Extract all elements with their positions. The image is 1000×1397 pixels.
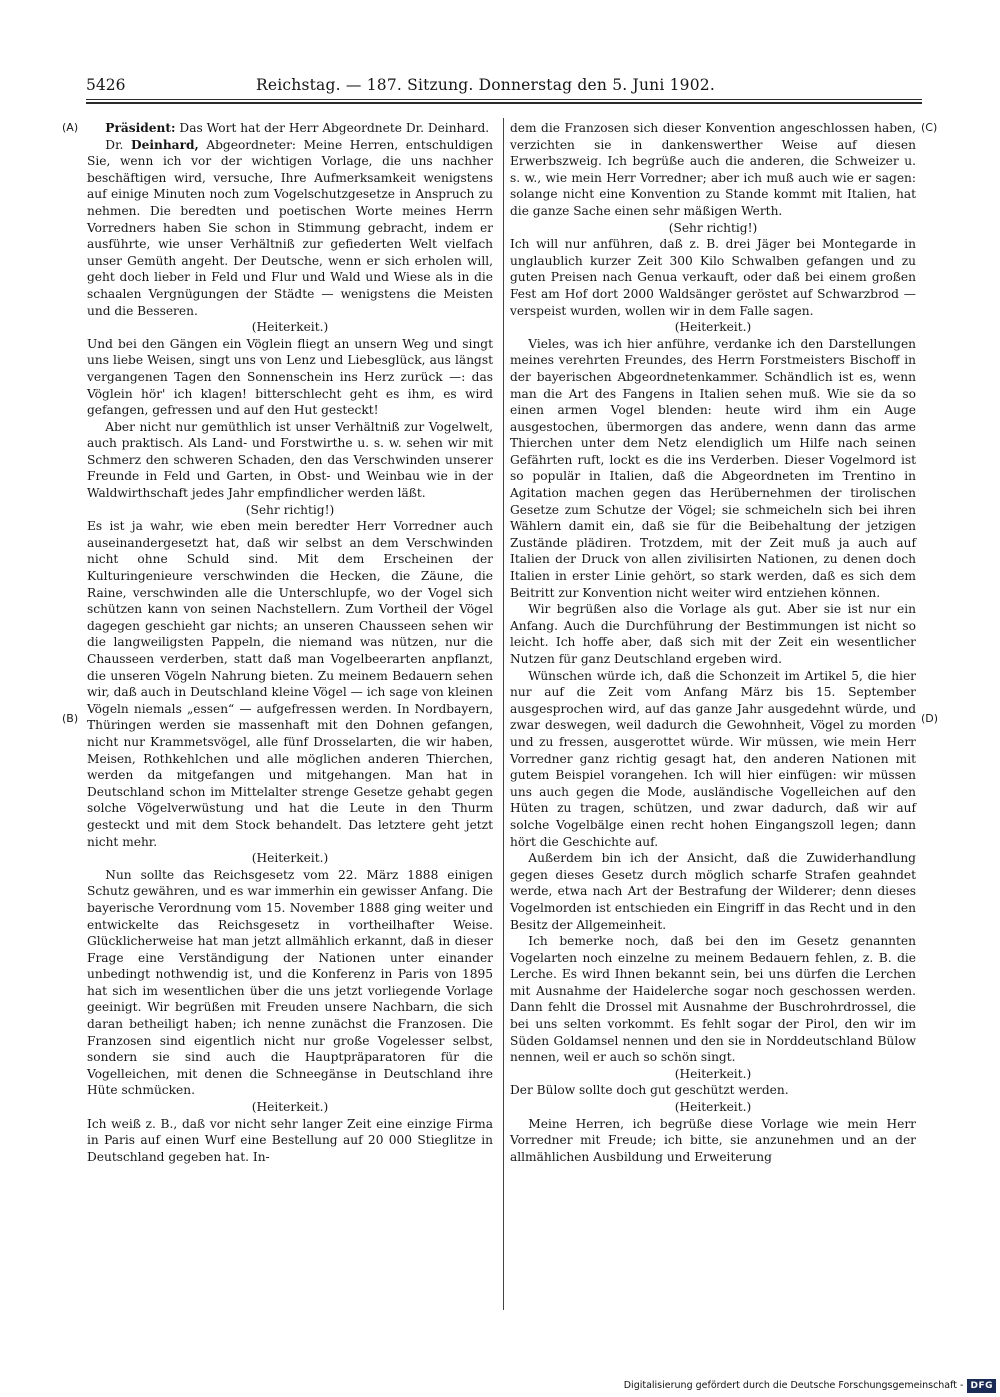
margin-marker-a: (A) [62, 121, 79, 134]
paragraph: Es ist ja wahr, wie eben mein beredter Herr Vorredner auch auseinandergesetzt hat, daß wir selbst an dem Verschwinden nicht ohne Schuld sind. Mit dem Erscheinen der Kulturingenieure verschwinden die Hecken, die Zäune, die Raine, verschwinden alle die Unterschlupfe, wo der Vogel sich schützen kann von seinen Nachstellern. Zum Vortheil der Vögel dagegen geschieht gar nichts; an unseren Chausseen sehen wir die langweiligsten Pappeln, die niemand was nützen, nur die Chausseen verderben, statt daß man Vogelbeerarten anpflanzt, die unseren Vögeln Nahrung bieten. Zu meinem Bedauern sehen wir, daß auch in Deutschland kleine Vögel — ich sage von kleinen Vögeln niemals „essen“ — aufgefressen werden. In Nordbayern, Thüringen werden sie massenhaft mit den Dohnen gefangen, nicht nur Krammetsvögel, alle fünf Drosselarten, die wir haben, Meisen, Rothkehlchen und alle möglichen anderen Thierchen, werden da mitgefangen und mitgehangen. Man hat in Deutschland schon im Mittelalter strenge Gesetze gehabt gegen solche Vögelverwüstung und hat die Leute in den Thurm gesteckt und mit dem Stock behandelt. Das letztere geht jetzt nicht mehr. [87, 519, 493, 849]
paragraph: Ich bemerke noch, daß bei den im Gesetz genannten Vogelarten noch einzelne zu meinem Bedauern fehlen, z. B. die Lerche. Es wird Ihnen bekannt sein, bei uns dürfen die Lerchen mit Ausnahme der Haidelerche sogar noch geschossen werden. Dann fehlt die Drossel mit Ausnahme der Buschrohrdrossel, die bei uns selten vorkommt. Es fehlt sogar der Pirol, den wir im Süden Goldamsel nennen und den sie in Norddeutschland Bülow nennen, weil er auch so schön singt. [510, 934, 916, 1065]
right-column [510, 120, 916, 1165]
interjection: (Heiterkeit.) [251, 1100, 329, 1115]
interjection: (Sehr richtig!) [245, 502, 335, 517]
paragraph: Meine Herren, ich begrüße diese Vorlage wie mein Herr Vorredner mit Freude; ich bitte, sie anzunehmen und an der allmählichen Ausbildung und Erweiterung [510, 1116, 916, 1164]
interjection: (Sehr richtig!) [668, 220, 758, 235]
paragraph [87, 120, 493, 137]
interjection: (Heiterkeit.) [251, 851, 329, 866]
paragraph: Außerdem bin ich der Ansicht, daß die Zuwiderhandlung gegen dieses Gesetz durch möglich scharfe Strafen geahndet werde, etwa nach Art der Bestrafung der Wilderer; denn dieses Vogelmorden ist entschieden ein Eingriff in das Recht und in den Besitz der Allgemeinheit. [510, 851, 916, 932]
running-title: Reichstag. — 187. Sitzung. Donnerstag den 5. Juni 1902. [256, 76, 715, 94]
interjection: (Heiterkeit.) [674, 320, 752, 335]
paragraph: Ich will nur anführen, daß z. B. drei Jäger bei Montegarde in unglaublich kurzer Zeit 300 Kilo Schwalben gefangen und zu guten Preisen nach Genua verkauft, oder daß bei einem großen Fest am Hof dort 2000 Waldsänger geröstet auf Schwarzbrod — verspeist wurden, wollen wir in dem Falle sagen. [510, 237, 916, 318]
margin-marker-c: (C) [921, 121, 938, 134]
paragraph [87, 137, 493, 320]
paragraph: Ich weiß z. B., daß vor nicht sehr langer Zeit eine einzige Firma in Paris auf einen Wurf eine Bestellung auf 20 000 Stieglitze in Deutschland gegeben hat. In- [87, 1116, 493, 1164]
paragraph: Wünschen würde ich, daß die Schonzeit im Artikel 5, die hier nur auf die Zeit vom Anfang März bis 15. September ausgesprochen wird, auf das ganze Jahr ausgedehnt würde, und zwar deswegen, weil dadurch die Gewohnheit, Vögel zu morden und zu fressen, ausgerottet würde. Wir müssen, wie mein Herr Vorredner ganz richtig gesagt hat, den anderen Nationen mit gutem Beispiel vorangehen. Ich will hier einfügen: wir müssen uns auch gegen die Mode, ausländische Vogelleichen auf den Hüten zu tragen, schützen, und zwar dadurch, daß wir auf solche Vogelbälge einen recht hohen Eingangszoll legen; dann hört die Geschichte auf. [510, 668, 916, 849]
paragraph: Aber nicht nur gemüthlich ist unser Verhältniß zur Vogelwelt, auch praktisch. Als Land- und Forstwirthe u. s. w. sehen wir mit Schmerz den schweren Schaden, den das Verschwinden unserer Freunde in Feld und Garten, in Obst- und Weinbau wie in der Waldwirthschaft jedes Jahr empfindlicher werden läßt. [87, 419, 493, 501]
footer-text: Digitalisierung gefördert durch die Deutsche Forschungsgemeinschaft - [623, 1380, 964, 1391]
speaker-name: Präsident: [105, 121, 176, 135]
interjection: (Heiterkeit.) [674, 1100, 752, 1115]
left-column [87, 120, 493, 1165]
interjection: (Heiterkeit.) [251, 320, 329, 335]
header-rule-thick [86, 102, 922, 104]
paragraph: Der Bülow sollte doch gut geschützt werden. [510, 1083, 789, 1098]
paragraph-text: Abgeordneter: Meine Herren, entschuldigen Sie, wenn ich vor der wichtigen Vorlage, die uns nachher beschäftigen wird, versuche, Ihre Aufmerksamkeit wenigstens auf einige Minuten noch zum Vogelschutzgesetze in Anspruch zu nehmen. Die beredten und poetischen Worte meines Herrn Vorredners haben Sie schon in Stimmung gebracht, indem er ausführte, wie unser Verhältniß zur gefiederten Welt vielfach unser Gemüth angeht. Der Deutsche, wenn er sich erholen will, geht doch lieber in Feld und Flur und Wald und Wiese als in die schaalen Vergnügungen der Städte — wenigstens die Meisten und die Besseren. [87, 137, 493, 318]
paragraph: dem die Franzosen sich dieser Konvention angeschlossen haben, verzichten sie in dankenswerther Weise auf diesen Erwerbszweig. Ich begrüße auch die anderen, die Schweizer u. s. w., wie mein Herr Vorredner; aber ich muß auch wie er sagen: solange nicht eine Konvention zu Stande kommt mit Italien, hat die ganze Sache einen sehr mäßigen Werth. [510, 121, 916, 218]
paragraph-text: Das Wort hat der Herr Abgeordnete Dr. Deinhard. [175, 121, 490, 135]
paragraph: Und bei den Gängen ein Vöglein fliegt an unsern Weg und singt uns liebe Weisen, singt uns von Lenz und Liebesglück, aus längst vergangenen Tagen den Sonnenschein ins Herz zurück —: das Vöglein hör' ich klagen! bitterschlecht geht es ihm, es wird gefangen, gefressen und auf den Hut gesteckt! [87, 336, 493, 418]
paragraph-text: Dr. [105, 137, 131, 152]
margin-marker-b: (B) [62, 712, 79, 725]
page-header [86, 74, 922, 96]
speaker-name: Deinhard, [131, 137, 199, 152]
header-rule [86, 99, 922, 100]
column-divider [503, 118, 504, 1310]
digitization-footer [624, 1377, 996, 1395]
interjection: (Heiterkeit.) [674, 1066, 752, 1081]
margin-marker-d: (D) [921, 712, 939, 725]
paragraph: Wir begrüßen also die Vorlage als gut. Aber sie ist nur ein Anfang. Auch die Durchführung der Bestimmungen ist nicht so leicht. Ich hoffe aber, daß sich mit der Zeit ein wesentlicher Nutzen für ganz Deutschland ergeben wird. [510, 602, 916, 666]
dfg-logo-icon: DFG [967, 1379, 996, 1393]
paragraph: Nun sollte das Reichsgesetz vom 22. März 1888 einigen Schutz gewähren, und es war immerhin ein gewisser Anfang. Die bayerische Verordnung vom 15. November 1888 ging weiter und entwickelte das Reichsgesetz in vortheilhafter Weise. Glücklicherweise hat man jetzt allmählich erkannt, daß in dieser Frage eine Verständigung der Nationen unter einander unbedingt nothwendig ist, und die Konferenz in Paris von 1895 hat sich im wesentlichen über die uns jetzt vorliegende Vorlage geeinigt. Wir begrüßen mit Freuden unsere Nachbarn, die sich daran betheiligt haben; ich nenne zunächst die Franzosen. Die Franzosen sind eigentlich nicht nur große Vogelesser selbst, sondern sie sind auch die Hauptpräparatoren für die Vogelleichen, mit denen die Schneegänse in Deutschland ihre Hüte schmücken. [87, 867, 493, 1098]
page-number: 5426 [86, 76, 126, 94]
paragraph: Vieles, was ich hier anführe, verdanke ich den Darstellungen meines verehrten Freundes, des Herrn Forstmeisters Bischoff in der bayerischen Abgeordnetenkammer. Schändlich ist es, wenn man die Art des Fangens in Italien sehen muß. Wie sie da so einen armen Vogel blenden: heute wird ihm ein Auge ausgestochen, übermorgen das andere, wenn dann das arme Thierchen unter dem Netz elendiglich um Hilfe nach seinen Gefährten ruft, lockt es die ins Verderben. Dieser Vogelmord ist so populär in Italien, daß die Abgeordneten im Trentino in Agitation machen gegen das Herübernehmen der tirolischen Gesetze zum Schutze der Vögel; sie schmeicheln sich bei ihren Wählern damit ein, daß sie für die Beibehaltung der jetzigen Zustände plädiren. Trotzdem, mit der Zeit muß ja auch auf Italien der Druck von allen zivilisirten Nationen, zu denen doch Italien in erster Linie gehört, so stark werden, daß es sich dem Beitritt zur Konvention nicht weiter wird entziehen können. [510, 336, 916, 600]
